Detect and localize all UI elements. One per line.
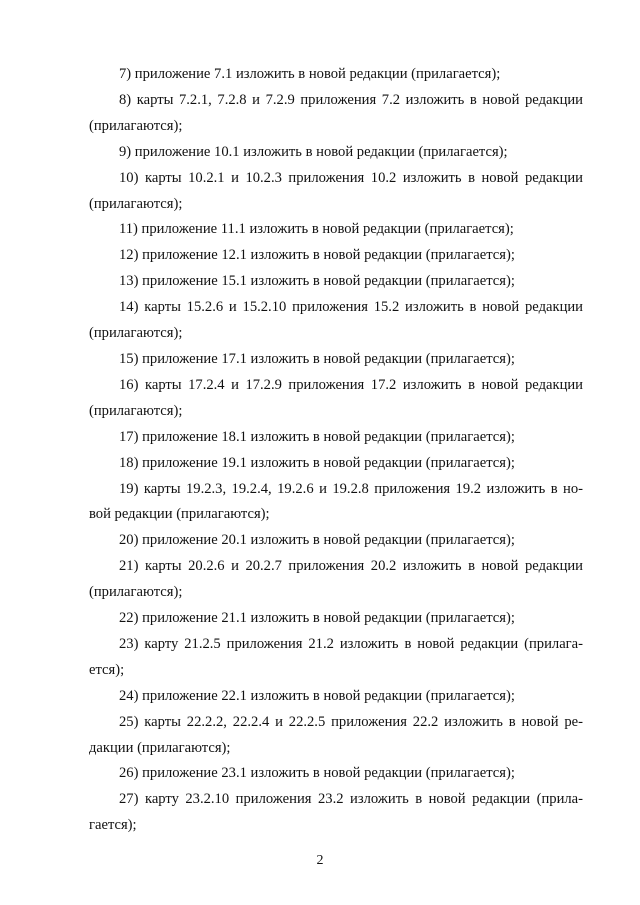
list-item — [89, 62, 583, 88]
list-item-line: 11) приложение 11.1 изложить в новой редакции (прилагается); — [119, 221, 514, 238]
list-item-line: 27) карту 23.2.10 приложения 23.2 изложить в новой редакции (прила- — [119, 791, 583, 808]
list-item — [89, 554, 583, 606]
list-item — [89, 451, 583, 477]
list-item-line: 17) приложение 18.1 изложить в новой редакции (прилагается); — [119, 428, 515, 445]
list-item — [89, 295, 583, 347]
list-item — [89, 243, 583, 269]
list-item-continuation: гается); — [89, 817, 137, 834]
list-item — [89, 684, 583, 710]
list-item — [89, 761, 583, 787]
list-item-line: 15) приложение 17.1 изложить в новой редакции (прилагается); — [119, 350, 515, 367]
list-item — [89, 710, 583, 762]
list-item-line: 13) приложение 15.1 изложить в новой редакции (прилагается); — [119, 273, 515, 290]
list-item — [89, 88, 583, 140]
list-item — [89, 787, 583, 839]
list-item-line: 12) приложение 12.1 изложить в новой редакции (прилагается); — [119, 247, 515, 264]
list-item — [89, 269, 583, 295]
list-item-continuation: вой редакции (прилагаются); — [89, 506, 270, 523]
list-item-line: 10) карты 10.2.1 и 10.2.3 приложения 10.2 изложить в новой редакции — [119, 169, 583, 186]
list-item-line: 21) карты 20.2.6 и 20.2.7 приложения 20.2 изложить в новой редакции — [119, 558, 583, 575]
list-item — [89, 477, 583, 529]
list-item — [89, 166, 583, 218]
list-item-line: 19) карты 19.2.3, 19.2.4, 19.2.6 и 19.2.8 приложения 19.2 изложить в но- — [119, 480, 583, 497]
document-body — [89, 62, 583, 839]
page-number: 2 — [316, 853, 324, 868]
list-item-line: 16) карты 17.2.4 и 17.2.9 приложения 17.2 изложить в новой редакции — [119, 376, 583, 393]
list-item-continuation: (прилагаются); — [89, 402, 183, 419]
list-item-continuation: (прилагаются); — [89, 117, 183, 134]
list-item — [89, 140, 583, 166]
list-item-continuation: дакции (прилагаются); — [89, 739, 231, 756]
list-item-line: 22) приложение 21.1 изложить в новой редакции (прилагается); — [119, 610, 515, 627]
list-item — [89, 347, 583, 373]
list-item — [89, 425, 583, 451]
list-item-line: 23) карту 21.2.5 приложения 21.2 изложить в новой редакции (прилага- — [119, 635, 583, 652]
list-item — [89, 373, 583, 425]
list-item-line: 25) карты 22.2.2, 22.2.4 и 22.2.5 приложения 22.2 изложить в новой ре- — [119, 713, 583, 730]
list-item-line: 26) приложение 23.1 изложить в новой редакции (прилагается); — [119, 765, 515, 782]
list-item-continuation: (прилагаются); — [89, 195, 183, 212]
list-item-continuation: (прилагаются); — [89, 584, 183, 601]
list-item — [89, 217, 583, 243]
list-item-line: 24) приложение 22.1 изложить в новой редакции (прилагается); — [119, 687, 515, 704]
list-item-continuation: ется); — [89, 661, 125, 678]
list-item — [89, 632, 583, 684]
list-item-line: 7) приложение 7.1 изложить в новой редакции (прилагается); — [119, 66, 501, 82]
list-item-line: 20) приложение 20.1 изложить в новой редакции (прилагается); — [119, 532, 515, 549]
list-item-line: 18) приложение 19.1 изложить в новой редакции (прилагается); — [119, 454, 515, 471]
list-item-line: 9) приложение 10.1 изложить в новой редакции (прилагается); — [119, 143, 508, 160]
list-item-line: 8) карты 7.2.1, 7.2.8 и 7.2.9 приложения 7.2 изложить в новой редакции — [119, 91, 583, 108]
list-item — [89, 528, 583, 554]
list-item-line: 14) карты 15.2.6 и 15.2.10 приложения 15.2 изложить в новой редакции — [119, 299, 583, 316]
list-item — [89, 606, 583, 632]
list-item-continuation: (прилагаются); — [89, 325, 183, 342]
